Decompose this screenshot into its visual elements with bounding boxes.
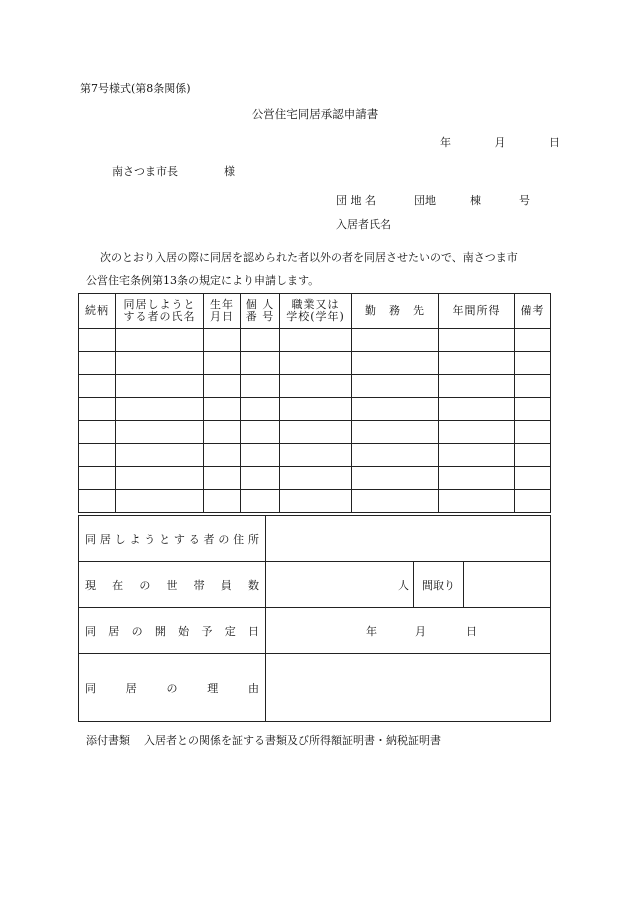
cell-cohabitant-name[interactable] xyxy=(116,398,204,421)
column-header-occupation-school xyxy=(280,294,352,329)
form-number: 第7号様式(第8条関係) xyxy=(80,82,191,95)
cell-workplace[interactable] xyxy=(352,490,439,513)
table-row xyxy=(79,352,551,375)
cell-workplace[interactable] xyxy=(352,467,439,490)
household-label xyxy=(79,577,265,593)
cell-occupation-school[interactable] xyxy=(280,444,352,467)
table-row xyxy=(79,398,551,421)
cell-occupation-school[interactable] xyxy=(280,421,352,444)
layout-input-cell[interactable] xyxy=(464,562,551,608)
column-header-line: 生年 xyxy=(210,298,234,311)
start-year-label: 年 xyxy=(366,624,377,638)
estate-name-label: 団 地 名 xyxy=(336,194,376,207)
cell-personal-number[interactable] xyxy=(241,352,280,375)
start-label-cell xyxy=(79,608,266,654)
addressee-name: 南さつま市長 xyxy=(112,165,178,178)
cell-cohabitant-name[interactable] xyxy=(116,329,204,352)
member-rows xyxy=(79,329,551,513)
cell-relation[interactable] xyxy=(79,329,116,352)
label-char: 数 xyxy=(247,578,259,592)
label-char: う xyxy=(144,532,156,546)
cell-workplace[interactable] xyxy=(352,444,439,467)
label-char: 予 xyxy=(201,624,213,638)
label-char: 定 xyxy=(224,624,236,638)
cell-relation[interactable] xyxy=(79,444,116,467)
column-header-birth-date xyxy=(204,294,241,329)
column-header-line: する者の氏名 xyxy=(123,310,196,323)
cell-cohabitant-name[interactable] xyxy=(116,467,204,490)
label-char: 居 xyxy=(108,624,120,638)
cell-occupation-school[interactable] xyxy=(280,467,352,490)
document-title: 公営住宅同居承認申請書 xyxy=(251,107,379,121)
estate-number-label: 号 xyxy=(519,194,530,207)
cell-workplace[interactable] xyxy=(352,352,439,375)
column-header-line: 勤 務 先 xyxy=(365,304,425,317)
reason-input-cell[interactable] xyxy=(266,654,551,722)
cell-occupation-school[interactable] xyxy=(280,398,352,421)
label-char: す xyxy=(173,532,185,546)
cell-remarks[interactable] xyxy=(515,421,551,444)
cell-occupation-school[interactable] xyxy=(280,329,352,352)
layout-label-cell xyxy=(414,562,464,608)
tenant-name-label: 入居者氏名 xyxy=(336,218,391,231)
label-char: 住 xyxy=(233,532,245,546)
label-char: 員 xyxy=(220,578,232,592)
label-char: 世 xyxy=(166,578,178,592)
cell-annual-income[interactable] xyxy=(439,421,515,444)
label-char: 同 xyxy=(85,624,96,638)
cell-remarks[interactable] xyxy=(515,329,551,352)
cell-personal-number[interactable] xyxy=(241,467,280,490)
label-char: と xyxy=(159,532,171,546)
cell-relation[interactable] xyxy=(79,467,116,490)
label-char: の xyxy=(139,578,151,592)
label-char: し xyxy=(114,532,126,546)
cell-birth-date[interactable] xyxy=(204,490,241,513)
attachments-text: 入居者との関係を証する書類及び所得額証明書・納税証明書 xyxy=(144,734,441,747)
cell-occupation-school[interactable] xyxy=(280,375,352,398)
cell-birth-date[interactable] xyxy=(204,329,241,352)
column-header-line: 職業又は xyxy=(291,298,340,311)
cell-remarks[interactable] xyxy=(515,444,551,467)
column-header-line: 同居しようと xyxy=(123,298,196,311)
cell-annual-income[interactable] xyxy=(439,444,515,467)
cell-annual-income[interactable] xyxy=(439,490,515,513)
cell-annual-income[interactable] xyxy=(439,467,515,490)
table-row xyxy=(79,421,551,444)
cell-remarks[interactable] xyxy=(515,375,551,398)
statement-line-1: 次のとおり入居の際に同居を認められた者以外の者を同居させたいので、南さつま市 xyxy=(100,251,518,264)
cell-personal-number[interactable] xyxy=(241,421,280,444)
label-char: 開 xyxy=(154,624,166,638)
cell-birth-date[interactable] xyxy=(204,352,241,375)
cell-occupation-school[interactable] xyxy=(280,490,352,513)
statement-line-2: 公営住宅条例第13条の規定により申請します。 xyxy=(86,274,320,287)
estate-building-label: 棟 xyxy=(470,194,481,207)
reason-label xyxy=(79,680,265,696)
table-row xyxy=(79,467,551,490)
address-row xyxy=(79,516,551,562)
column-header-cohabitant-name xyxy=(116,294,204,329)
date-month-label: 月 xyxy=(494,136,506,149)
start-date-cell[interactable] xyxy=(266,608,551,654)
label-char: 在 xyxy=(112,578,124,592)
layout-label: 間取り xyxy=(422,578,455,592)
start-month-label: 月 xyxy=(415,624,426,638)
label-char: 日 xyxy=(247,624,259,638)
date-year-label: 年 xyxy=(440,136,451,149)
cell-birth-date[interactable] xyxy=(204,398,241,421)
cell-relation[interactable] xyxy=(79,490,116,513)
column-header-personal-number xyxy=(241,294,280,329)
cell-remarks[interactable] xyxy=(515,352,551,375)
address-label-cell xyxy=(79,516,266,562)
label-char: 理 xyxy=(207,681,219,695)
column-header-line: 続柄 xyxy=(85,304,109,317)
table-header-row xyxy=(79,294,551,329)
cell-remarks[interactable] xyxy=(515,490,551,513)
cell-personal-number[interactable] xyxy=(241,329,280,352)
application-statement xyxy=(86,246,556,292)
addressee xyxy=(112,165,235,178)
cell-remarks[interactable] xyxy=(515,398,551,421)
start-day-label: 日 xyxy=(466,624,477,638)
date-line xyxy=(440,136,560,149)
details-table xyxy=(78,515,551,722)
cell-cohabitant-name[interactable] xyxy=(116,490,204,513)
column-header-line: 年間所得 xyxy=(452,304,501,317)
household-count-cell[interactable] xyxy=(266,562,414,608)
addressee-honorific: 様 xyxy=(224,165,235,178)
table-row xyxy=(79,375,551,398)
cell-relation[interactable] xyxy=(79,421,116,444)
date-day-label: 日 xyxy=(549,136,560,149)
label-char: の xyxy=(218,532,230,546)
reason-row xyxy=(79,654,551,722)
cell-annual-income[interactable] xyxy=(439,352,515,375)
cell-relation[interactable] xyxy=(79,398,116,421)
cell-relation[interactable] xyxy=(79,375,116,398)
attachments-note xyxy=(86,734,441,747)
cell-relation[interactable] xyxy=(79,352,116,375)
cell-annual-income[interactable] xyxy=(439,398,515,421)
cell-birth-date[interactable] xyxy=(204,444,241,467)
estate-danchi-label: 団地 xyxy=(414,194,436,207)
attachments-label: 添付書類 xyxy=(86,734,130,747)
estate-line xyxy=(336,194,530,207)
table-row xyxy=(79,444,551,467)
cell-personal-number[interactable] xyxy=(241,444,280,467)
label-char: 同 xyxy=(85,681,96,695)
cell-birth-date[interactable] xyxy=(204,421,241,444)
household-row xyxy=(79,562,551,608)
cell-birth-date[interactable] xyxy=(204,375,241,398)
address-label xyxy=(79,531,265,547)
table-row xyxy=(79,490,551,513)
cell-annual-income[interactable] xyxy=(439,375,515,398)
cell-annual-income[interactable] xyxy=(439,329,515,352)
label-char: の xyxy=(131,624,143,638)
label-char: 由 xyxy=(248,681,259,695)
cell-workplace[interactable] xyxy=(352,421,439,444)
address-input-cell[interactable] xyxy=(266,516,551,562)
column-header-workplace xyxy=(352,294,439,329)
label-char: る xyxy=(188,532,200,546)
cell-cohabitant-name[interactable] xyxy=(116,375,204,398)
cell-personal-number[interactable] xyxy=(241,398,280,421)
label-char: 始 xyxy=(178,624,190,638)
household-label-cell xyxy=(79,562,266,608)
column-header-annual-income xyxy=(439,294,515,329)
column-header-relation xyxy=(79,294,116,329)
reason-label-cell xyxy=(79,654,266,722)
cell-cohabitant-name[interactable] xyxy=(116,444,204,467)
cell-birth-date[interactable] xyxy=(204,467,241,490)
start-date-row xyxy=(79,608,551,654)
column-header-remarks xyxy=(515,294,551,329)
cell-personal-number[interactable] xyxy=(241,375,280,398)
cell-workplace[interactable] xyxy=(352,398,439,421)
label-char: 帯 xyxy=(193,578,205,592)
label-char: 者 xyxy=(203,532,215,546)
cell-occupation-school[interactable] xyxy=(280,352,352,375)
column-header-line: 学校(学年) xyxy=(286,310,345,323)
members-table xyxy=(78,293,551,513)
column-header-line: 月日 xyxy=(210,310,234,323)
column-header-line: 備考 xyxy=(520,304,545,317)
label-char: 居 xyxy=(125,681,137,695)
persons-unit: 人 xyxy=(398,578,409,592)
column-header-line: 個 人 xyxy=(245,298,275,311)
label-char: 同 xyxy=(85,532,96,546)
cell-remarks[interactable] xyxy=(515,467,551,490)
column-header-line: 番 号 xyxy=(245,310,275,323)
cell-cohabitant-name[interactable] xyxy=(116,352,204,375)
cell-personal-number[interactable] xyxy=(241,490,280,513)
label-char: 現 xyxy=(85,578,96,592)
cell-cohabitant-name[interactable] xyxy=(116,421,204,444)
label-char: 居 xyxy=(99,532,111,546)
label-char: の xyxy=(166,681,178,695)
label-char: よ xyxy=(129,532,141,546)
cell-workplace[interactable] xyxy=(352,375,439,398)
label-char: 所 xyxy=(247,532,259,546)
table-row xyxy=(79,329,551,352)
start-label xyxy=(79,623,265,639)
cell-workplace[interactable] xyxy=(352,329,439,352)
